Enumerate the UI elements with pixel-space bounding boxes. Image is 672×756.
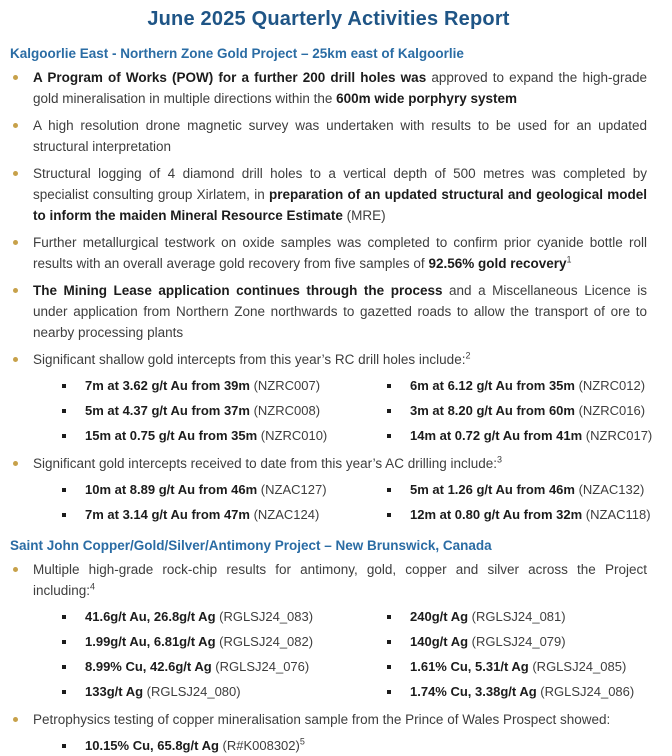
sub-item-grid [60, 736, 647, 756]
sub-item-text [410, 426, 652, 446]
sample-ref: (NZRC016) [574, 403, 646, 418]
sub-marker-col [385, 505, 410, 525]
sample-ref: (RGLSJ24_085) [528, 659, 627, 674]
sample-ref: (RGLSJ24_079) [468, 634, 566, 649]
bullet-item [10, 280, 647, 343]
bullet-item [10, 349, 647, 370]
sub-item-text [410, 505, 651, 525]
sample-ref: (RGLSJ24_083) [215, 609, 314, 624]
bullet-item [10, 67, 647, 109]
sub-item-text [410, 480, 644, 500]
square-bullet-icon [387, 409, 391, 413]
sub-item-text [85, 376, 320, 396]
sub-marker-col [385, 607, 410, 627]
sub-item-text [85, 632, 313, 652]
bullet-item [10, 232, 647, 274]
square-bullet-icon [62, 434, 66, 438]
sub-marker-col [385, 682, 410, 702]
bullet-item [10, 163, 647, 226]
text-run: Further metallurgical testwork on oxide samples was completed to confirm prior cyanide bottle roll results with an overall average gold recovery from five samples of [33, 235, 647, 271]
intercept-value: 15m at 0.75 g/t Au from 35m [85, 428, 258, 443]
square-bullet-icon [62, 690, 66, 694]
bullet-text [33, 709, 647, 730]
text-run: A Program of Works (POW) for a further 200 drill holes was [33, 70, 427, 85]
sub-list-item [60, 682, 385, 702]
intercept-value: 10m at 8.89 g/t Au from 46m [85, 482, 258, 497]
square-bullet-icon [387, 665, 391, 669]
footnote-marker: 5 [299, 736, 305, 747]
bullet-item [10, 709, 647, 730]
footnote-marker: 1 [566, 254, 572, 265]
sample-ref: (R#K008302) [218, 738, 300, 753]
bullet-text [33, 453, 647, 474]
intercept-value: 10.15% Cu, 65.8g/t Ag [85, 738, 219, 753]
sub-item-text [410, 401, 645, 421]
sub-item-grid [60, 376, 653, 446]
sub-marker-col [60, 607, 85, 627]
sample-ref: (NZRC008) [249, 403, 321, 418]
sub-item-text [85, 682, 241, 702]
sample-ref: (NZRC012) [574, 378, 646, 393]
sub-item-text [410, 376, 645, 396]
bullet-text [33, 232, 647, 274]
sub-marker-col [385, 632, 410, 652]
bullet-dot-icon [13, 717, 18, 722]
square-bullet-icon [62, 665, 66, 669]
sample-ref: (RGLSJ24_080) [143, 684, 241, 699]
sample-ref: (RGLSJ24_081) [468, 609, 566, 624]
square-bullet-icon [62, 384, 66, 388]
bullet-marker-col [10, 67, 33, 109]
square-bullet-icon [387, 434, 391, 438]
text-run: 92.56% gold recovery [428, 256, 567, 271]
sub-list-item [385, 426, 652, 446]
sub-list-item [385, 682, 647, 702]
square-bullet-icon [62, 409, 66, 413]
sub-list-item [60, 607, 385, 627]
bullet-text [33, 67, 647, 109]
square-bullet-icon [387, 640, 391, 644]
bullet-text [33, 349, 647, 370]
sub-marker-col [60, 376, 85, 396]
sample-ref: (NZRC010) [257, 428, 328, 443]
text-run: Structural logging of 4 diamond drill holes to a vertical depth of 500 metres was completed by specialist consulting group Xirlatem, in [33, 166, 647, 202]
sub-marker-col [60, 505, 85, 525]
sub-list-item [385, 632, 647, 652]
sub-list-item [60, 736, 647, 756]
sub-item-text [85, 401, 320, 421]
text-run: approved to expand the high-grade gold mineralisation in multiple directions within the [33, 70, 647, 106]
bullet-dot-icon [13, 123, 18, 128]
intercept-value: 133g/t Ag [85, 684, 144, 699]
text-run: Multiple high-grade rock-chip results for antimony, gold, copper and silver across the Project including: [33, 562, 647, 598]
sub-list-item [385, 376, 652, 396]
sample-ref: (NZAC118) [582, 507, 651, 522]
bullet-marker-col [10, 453, 33, 474]
square-bullet-icon [62, 615, 66, 619]
intercept-value: 1.61% Cu, 5.31/t Ag [410, 659, 529, 674]
text-run: The Mining Lease application continues through the process [33, 283, 443, 298]
intercept-value: 41.6g/t Au, 26.8g/t Ag [85, 609, 216, 624]
bullet-dot-icon [13, 461, 18, 466]
footnote-marker: 4 [90, 581, 96, 592]
sub-marker-col [60, 736, 85, 756]
bullet-marker-col [10, 163, 33, 226]
square-bullet-icon [62, 744, 66, 748]
intercept-value: 5m at 1.26 g/t Au from 46m [410, 482, 575, 497]
square-bullet-icon [62, 488, 66, 492]
bullet-marker-col [10, 709, 33, 730]
square-bullet-icon [387, 690, 391, 694]
sub-item-grid [60, 607, 647, 702]
bullet-item [10, 559, 647, 601]
sample-ref: (RGLSJ24_086) [536, 684, 635, 699]
sub-marker-col [385, 426, 410, 446]
bullet-dot-icon [13, 171, 18, 176]
text-run: preparation of an updated structural and geological model to inform the maiden Mineral Resource Estimate [33, 187, 647, 223]
section-heading: Saint John Copper/Gold/Silver/Antimony Project – New Brunswick, Canada [10, 538, 492, 553]
square-bullet-icon [62, 513, 66, 517]
bullet-dot-icon [13, 240, 18, 245]
report-content [10, 46, 653, 756]
bullet-text [33, 559, 647, 601]
text-run: Petrophysics testing of copper mineralisation sample from the Prince of Wales Prospect showed: [33, 712, 611, 727]
intercept-value: 7m at 3.14 g/t Au from 47m [85, 507, 250, 522]
sub-list-item [385, 657, 647, 677]
intercept-value: 7m at 3.62 g/t Au from 39m [85, 378, 250, 393]
sub-list-item [385, 505, 651, 525]
sub-marker-col [60, 657, 85, 677]
bullet-text [33, 163, 647, 226]
sub-item-text [85, 480, 327, 500]
text-run: A high resolution drone magnetic survey was undertaken with results to be used for an updated structural interpretation [33, 118, 647, 154]
sub-marker-col [60, 401, 85, 421]
sub-marker-col [385, 401, 410, 421]
bullet-marker-col [10, 232, 33, 274]
bullet-text [33, 280, 647, 343]
square-bullet-icon [387, 615, 391, 619]
bullet-marker-col [10, 559, 33, 601]
intercept-value: 140g/t Ag [410, 634, 469, 649]
text-run: 600m wide porphyry system [336, 91, 517, 106]
square-bullet-icon [387, 384, 391, 388]
sub-list-item [60, 426, 385, 446]
sub-item-text [85, 657, 309, 677]
bullet-marker-col [10, 280, 33, 343]
intercept-value: 5m at 4.37 g/t Au from 37m [85, 403, 250, 418]
sub-list-item [60, 632, 385, 652]
bullet-dot-icon [13, 75, 18, 80]
sample-ref: (NZAC127) [257, 482, 327, 497]
sample-ref: (NZRC007) [249, 378, 321, 393]
sample-ref: (NZAC124) [249, 507, 320, 522]
intercept-value: 3m at 8.20 g/t Au from 60m [410, 403, 575, 418]
sub-item-text [85, 736, 305, 756]
sub-list-item [60, 505, 385, 525]
sub-item-text [410, 632, 566, 652]
footnote-marker: 2 [465, 350, 471, 361]
sub-list-item [60, 657, 385, 677]
sub-list-item [60, 480, 385, 500]
sub-marker-col [385, 657, 410, 677]
bullet-text [33, 115, 647, 157]
intercept-value: 1.99g/t Au, 6.81g/t Ag [85, 634, 216, 649]
text-run: Significant gold intercepts received to date from this year’s AC drilling include: [33, 456, 497, 471]
text-run: (MRE) [342, 208, 386, 223]
bullet-dot-icon [13, 288, 18, 293]
sub-item-text [410, 657, 626, 677]
bullet-marker-col [10, 349, 33, 370]
sub-list-item [60, 376, 385, 396]
sub-marker-col [385, 480, 410, 500]
sub-item-text [410, 682, 634, 702]
bullet-dot-icon [13, 567, 18, 572]
square-bullet-icon [62, 640, 66, 644]
sample-ref: (RGLSJ24_082) [215, 634, 314, 649]
sub-item-grid [60, 480, 651, 525]
sample-ref: (NZRC017) [582, 428, 653, 443]
section-heading: Kalgoorlie East - Northern Zone Gold Project – 25km east of Kalgoorlie [10, 46, 464, 61]
sample-ref: (NZAC132) [574, 482, 645, 497]
bullet-dot-icon [13, 357, 18, 362]
intercept-value: 240g/t Ag [410, 609, 469, 624]
sub-marker-col [60, 480, 85, 500]
page-title: June 2025 Quarterly Activities Report [147, 8, 510, 30]
intercept-value: 6m at 6.12 g/t Au from 35m [410, 378, 575, 393]
sub-marker-col [60, 632, 85, 652]
sub-list-item [385, 480, 651, 500]
intercept-value: 12m at 0.80 g/t Au from 32m [410, 507, 583, 522]
sub-item-text [85, 426, 327, 446]
sample-ref: (RGLSJ24_076) [211, 659, 310, 674]
sub-item-text [85, 607, 313, 627]
sub-marker-col [60, 682, 85, 702]
sub-list-item [60, 401, 385, 421]
text-run: and a Miscellaneous Licence is under application from Northern Zone northwards to gazetted roads to allow the transport of ore to nearby processing plants [33, 283, 648, 340]
square-bullet-icon [387, 488, 391, 492]
sub-list-item [385, 401, 652, 421]
sub-item-text [410, 607, 566, 627]
sub-list-item [385, 607, 647, 627]
bullet-marker-col [10, 115, 33, 157]
sub-marker-col [60, 426, 85, 446]
intercept-value: 8.99% Cu, 42.6g/t Ag [85, 659, 212, 674]
intercept-value: 14m at 0.72 g/t Au from 41m [410, 428, 583, 443]
sub-marker-col [385, 376, 410, 396]
bullet-item [10, 115, 647, 157]
square-bullet-icon [387, 513, 391, 517]
sub-item-text [85, 505, 319, 525]
bullet-item [10, 453, 647, 474]
intercept-value: 1.74% Cu, 3.38g/t Ag [410, 684, 537, 699]
text-run: Significant shallow gold intercepts from this year’s RC drill holes include: [33, 352, 466, 367]
footnote-marker: 3 [497, 454, 503, 465]
